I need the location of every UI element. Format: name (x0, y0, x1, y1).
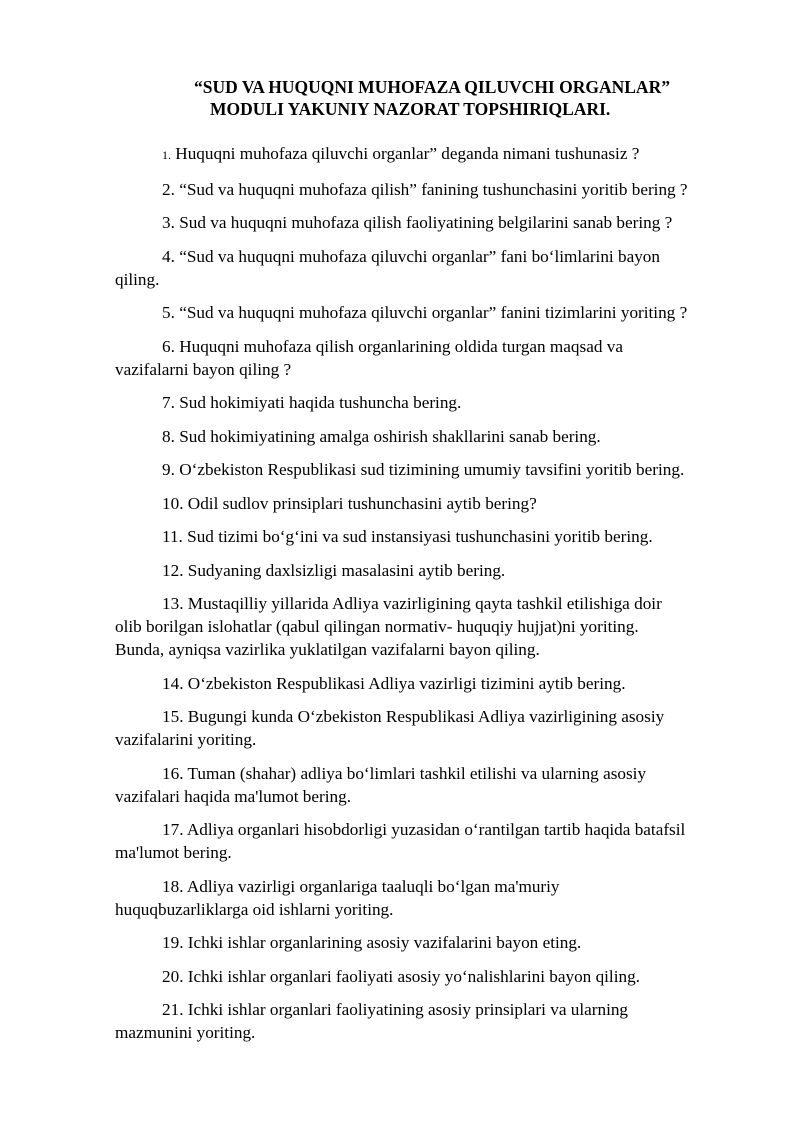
question-number: 2. (162, 179, 175, 199)
question-item (115, 592, 745, 661)
question-number: 18. (162, 876, 184, 896)
question-text: Tuman (shahar) adliya bo‘limlari tashkil etilishi va ularning asosiy vazifalari haqida ma'lumot bering. (115, 763, 647, 806)
question-text: Adliya organlari hisobdorligi yuzasidan o‘rantilgan tartib haqida batafsil ma'lumot bering. (115, 820, 686, 862)
question-text: Odil sudlov prinsiplari tushunchasini aytib bering? (183, 493, 537, 513)
question-text: Huquqni muhofaza qilish organlarining oldida turgan maqsad va vazifalarni bayon qiling ? (115, 336, 623, 379)
question-text: Sud tizimi bo‘g‘ini va sud instansiyasi tushunchasini yoritib bering. (182, 527, 653, 546)
question-number: 11. (162, 527, 183, 546)
question-number: 4. (162, 246, 175, 266)
question-item (115, 762, 745, 808)
question-text: Ichki ishlar organlari faoliyati asosiy yo‘nalishlarini bayon qiling. (183, 966, 640, 986)
question-number: 19. (162, 933, 184, 952)
question-text: Sud va huquqni muhofaza qilish faoliyatining belgilarini sanab bering ? (174, 213, 673, 232)
question-text: Sudyaning daxlsizligi masalasini aytib bering. (183, 560, 506, 580)
question-item (115, 335, 745, 381)
question-item (115, 142, 745, 167)
question-item (115, 425, 745, 448)
question-item (115, 245, 745, 291)
question-text: Huquqni muhofaza qiluvchi organlar” deganda nimani tushunasiz ? (171, 144, 640, 163)
question-item (115, 211, 745, 234)
question-number: 1. (162, 148, 171, 162)
document-title (0, 76, 800, 120)
question-item (115, 705, 745, 751)
title-line-2: MODULI YAKUNIY NAZORAT TOPSHIRIQLARI. (210, 99, 611, 119)
question-item (115, 525, 745, 548)
question-item (115, 458, 745, 481)
question-text: Sud hokimiyati haqida tushuncha bering. (174, 393, 462, 412)
question-text: Ichki ishlar organlari faoliyatining asosiy prinsiplari va ularning mazmunini yoriting. (115, 1000, 629, 1042)
question-item (115, 875, 745, 921)
question-number: 6. (162, 336, 175, 356)
question-number: 13. (162, 594, 184, 613)
question-text: “Sud va huquqni muhofaza qiluvchi organlar” fanini tizimlarini yoriting ? (174, 303, 688, 322)
question-text: Adliya vazirligi organlariga taaluqli bo‘lgan ma'muriy huquqbuzarliklarga oid ishlarni yoriting. (115, 876, 560, 919)
question-item (115, 965, 745, 988)
question-text: O‘zbekiston Respublikasi sud tizimining umumiy tavsifini yoritib bering. (174, 460, 685, 479)
question-text: Sud hokimiyatining amalga oshirish shakllarini sanab bering. (174, 426, 601, 446)
question-number: 8. (162, 426, 175, 446)
question-list (115, 142, 745, 1055)
question-text: “Sud va huquqni muhofaza qilish” fanining tushunchasini yoritib bering ? (174, 179, 688, 199)
question-number: 12. (162, 560, 184, 580)
question-item (115, 178, 745, 201)
question-item (115, 301, 745, 324)
question-number: 3. (162, 213, 175, 232)
question-item (115, 492, 745, 515)
question-text: “Sud va huquqni muhofaza qiluvchi organlar” fani bo‘limlarini bayon qiling. (115, 246, 660, 289)
question-number: 21. (162, 1000, 184, 1019)
question-item (115, 391, 745, 414)
title-line-1: “SUD VA HUQUQNI MUHOFAZA QILUVCHI ORGANLAR” (194, 77, 670, 97)
question-item (115, 931, 745, 954)
question-item (115, 559, 745, 582)
question-number: 14. (162, 673, 184, 693)
question-number: 16. (162, 763, 184, 783)
question-item (115, 672, 745, 695)
question-text: Mustaqilliy yillarida Adliya vazirligining qayta tashkil etilishiga doir olib borilgan islohatlar (qabul qilingan normativ- huquqiy hujjat)ni yoriting. Bunda, ayniqsa vazirlika yuklatilgan vazifalarni bayon qiling. (115, 594, 662, 659)
question-number: 5. (162, 303, 175, 322)
question-text: Bugungi kunda O‘zbekiston Respublikasi Adliya vazirligining asosiy vazifalarini yoriting. (115, 707, 665, 749)
question-number: 15. (162, 707, 184, 726)
question-text: O‘zbekiston Respublikasi Adliya vazirligi tizimini aytib bering. (183, 673, 626, 693)
question-number: 7. (162, 393, 175, 412)
question-number: 10. (162, 493, 184, 513)
question-number: 9. (162, 460, 175, 479)
question-number: 20. (162, 966, 184, 986)
question-item (115, 818, 745, 864)
question-number: 17. (162, 820, 184, 839)
question-text: Ichki ishlar organlarining asosiy vazifalarini bayon eting. (183, 933, 582, 952)
question-item (115, 998, 745, 1044)
